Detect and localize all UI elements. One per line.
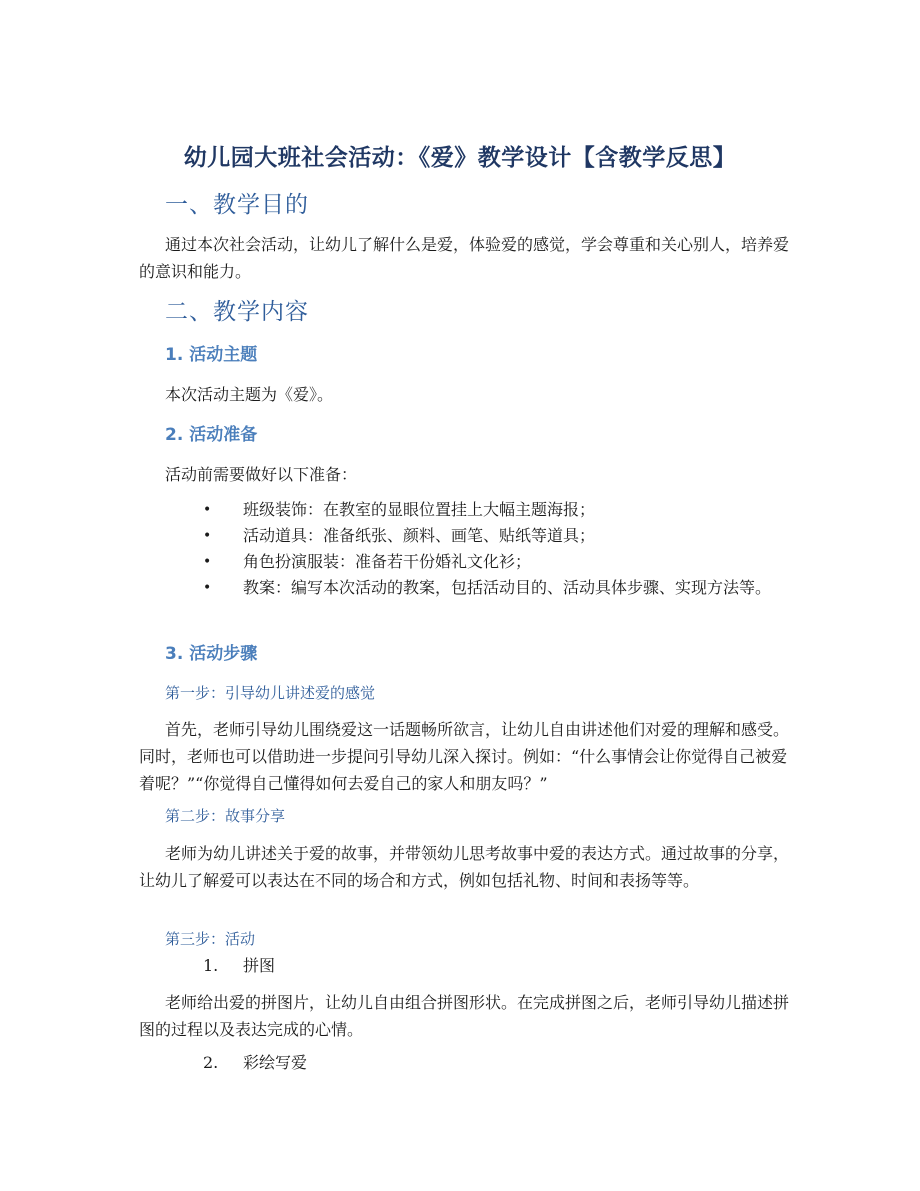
list-item-text: 角色扮演服装：准备若干份婚礼文化衫； — [243, 552, 532, 571]
list-item-text: 班级装饰：在教室的显眼位置挂上大幅主题海报； — [243, 500, 596, 519]
item-number: 1. — [203, 956, 219, 975]
bullet-icon: • — [203, 528, 212, 544]
item-number: 2. — [203, 1053, 219, 1072]
activity-theme-text: 本次活动主题为《爱》。 — [165, 385, 334, 404]
puzzle-paragraph: 老师给出爱的拼图片，让幼儿自由组合拼图形状。在完成拼图之后，老师引导幼儿描述拼图的过程以及表达完成的心情。 — [139, 993, 790, 1039]
list-item-text: 活动道具：准备纸张、颜料、画笔、贴纸等道具； — [243, 526, 596, 545]
item-label: 彩绘写爱 — [243, 1053, 308, 1072]
step-three-heading: 第三步：活动 — [165, 930, 256, 948]
document-title: 幼儿园大班社会活动：《爱》教学设计【含教学反思】 — [183, 145, 737, 171]
list-item — [170, 549, 790, 575]
bullet-icon: • — [203, 554, 212, 570]
list-item — [170, 575, 790, 601]
numbered-item-puzzle — [203, 953, 275, 979]
step-two-heading: 第二步：故事分享 — [165, 807, 286, 825]
subheading-activity-preparation: 2. 活动准备 — [165, 425, 258, 445]
step-one-paragraph: 首先，老师引导幼儿围绕爱这一话题畅所欲言，让幼儿自由讲述他们对爱的理解和感受。同时，老师也可以借助进一步提问引导幼儿深入探讨。例如：“什么事情会让你觉得自己被爱着呢？”“你觉得自己懂得如何去爱自己的家人和朋友吗？” — [139, 720, 790, 793]
section-heading-content: 二、教学内容 — [165, 299, 309, 325]
bullet-icon: • — [203, 502, 212, 518]
subheading-activity-steps: 3. 活动步骤 — [165, 644, 258, 664]
subheading-activity-theme: 1. 活动主题 — [165, 345, 258, 365]
step-one-heading: 第一步：引导幼儿讲述爱的感觉 — [165, 684, 376, 702]
item-label: 拼图 — [243, 956, 276, 975]
list-item — [170, 523, 790, 549]
list-item — [170, 497, 790, 523]
section-heading-objectives: 一、教学目的 — [165, 192, 309, 218]
list-item-text: 教案：编写本次活动的教案，包括活动目的、活动具体步骤、实现方法等。 — [243, 578, 772, 597]
objectives-paragraph: 通过本次社会活动，让幼儿了解什么是爱，体验爱的感觉，学会尊重和关心别人，培养爱的意识和能力。 — [139, 235, 790, 281]
bullet-icon: • — [203, 580, 212, 596]
preparation-intro: 活动前需要做好以下准备： — [165, 465, 358, 484]
preparation-list — [170, 497, 790, 601]
step-two-paragraph: 老师为幼儿讲述关于爱的故事，并带领幼儿思考故事中爱的表达方式。通过故事的分享，让幼儿了解爱可以表达在不同的场合和方式，例如包括礼物、时间和表扬等等。 — [139, 844, 790, 890]
numbered-item-painting — [203, 1050, 307, 1076]
